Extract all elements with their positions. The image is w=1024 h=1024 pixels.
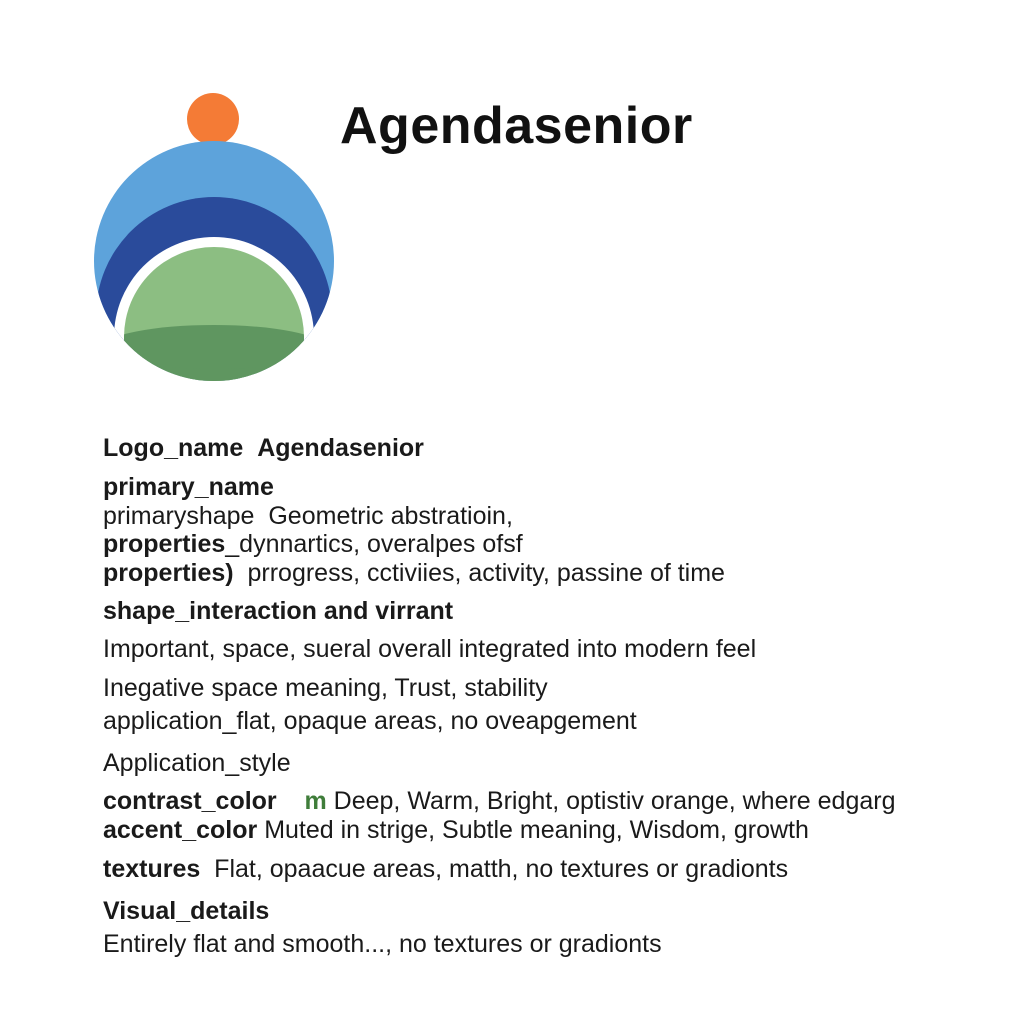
primary-name-line [103,475,274,500]
properties-key-2: properties) [103,559,234,587]
contrast-color-key: contrast_color [103,787,277,815]
contrast-color-marker: m [304,787,327,815]
primary-shape-line [103,504,513,529]
application-line: application_flat, opaque areas, no oveapgement [103,707,637,735]
textures-line [103,857,788,882]
logo-name-line [103,436,424,461]
green-curve-shape [104,325,324,369]
contrast-color-value: Deep, Warm, Bright, optistiv orange, where edgarg [333,787,896,815]
logo-mark [80,85,350,395]
accent-color-line [103,818,809,843]
textures-key: textures [103,855,201,883]
logo-name-key: Logo_name [103,434,244,462]
visual-details-key: Visual_details [103,897,270,925]
application-style-line: Application_style [103,749,291,777]
shape-interaction-key: shape_interaction [103,597,317,625]
properties-value-2: prrogress, cctiviies, activity, passine of time [247,559,725,587]
brand-title: Agendasenior [340,97,693,155]
negative-space-line: Inegative space meaning, Trust, stability [103,674,548,702]
shape-interaction-value: and virrant [323,597,454,625]
primary-name-key: primary_name [103,473,274,501]
entirely-flat-line: Entirely flat and smooth..., no textures or gradionts [103,930,662,958]
primary-shape-value: Geometric abstratioin, [268,502,513,530]
contrast-color-line [103,789,896,814]
logo-base-mask [80,385,350,395]
logo-name-value: Agendasenior [257,434,424,462]
textures-value: Flat, opaacue areas, matth, no textures or gradionts [214,855,789,883]
properties-line-1 [103,532,523,557]
important-line: Important, space, sueral overall integrated into modern feel [103,635,757,663]
primary-shape-key: primaryshape [103,502,255,530]
properties-key-1: properties [103,530,226,558]
visual-details-line [103,899,269,924]
properties-line-2 [103,561,725,586]
accent-color-key: accent_color [103,816,258,844]
properties-value-1: _dynnartics, overalpes ofsf [225,530,523,558]
orange-dot-shape [187,93,239,145]
accent-color-value: Muted in strige, Subtle meaning, Wisdom, growth [264,816,809,844]
shape-interaction-line [103,599,453,624]
